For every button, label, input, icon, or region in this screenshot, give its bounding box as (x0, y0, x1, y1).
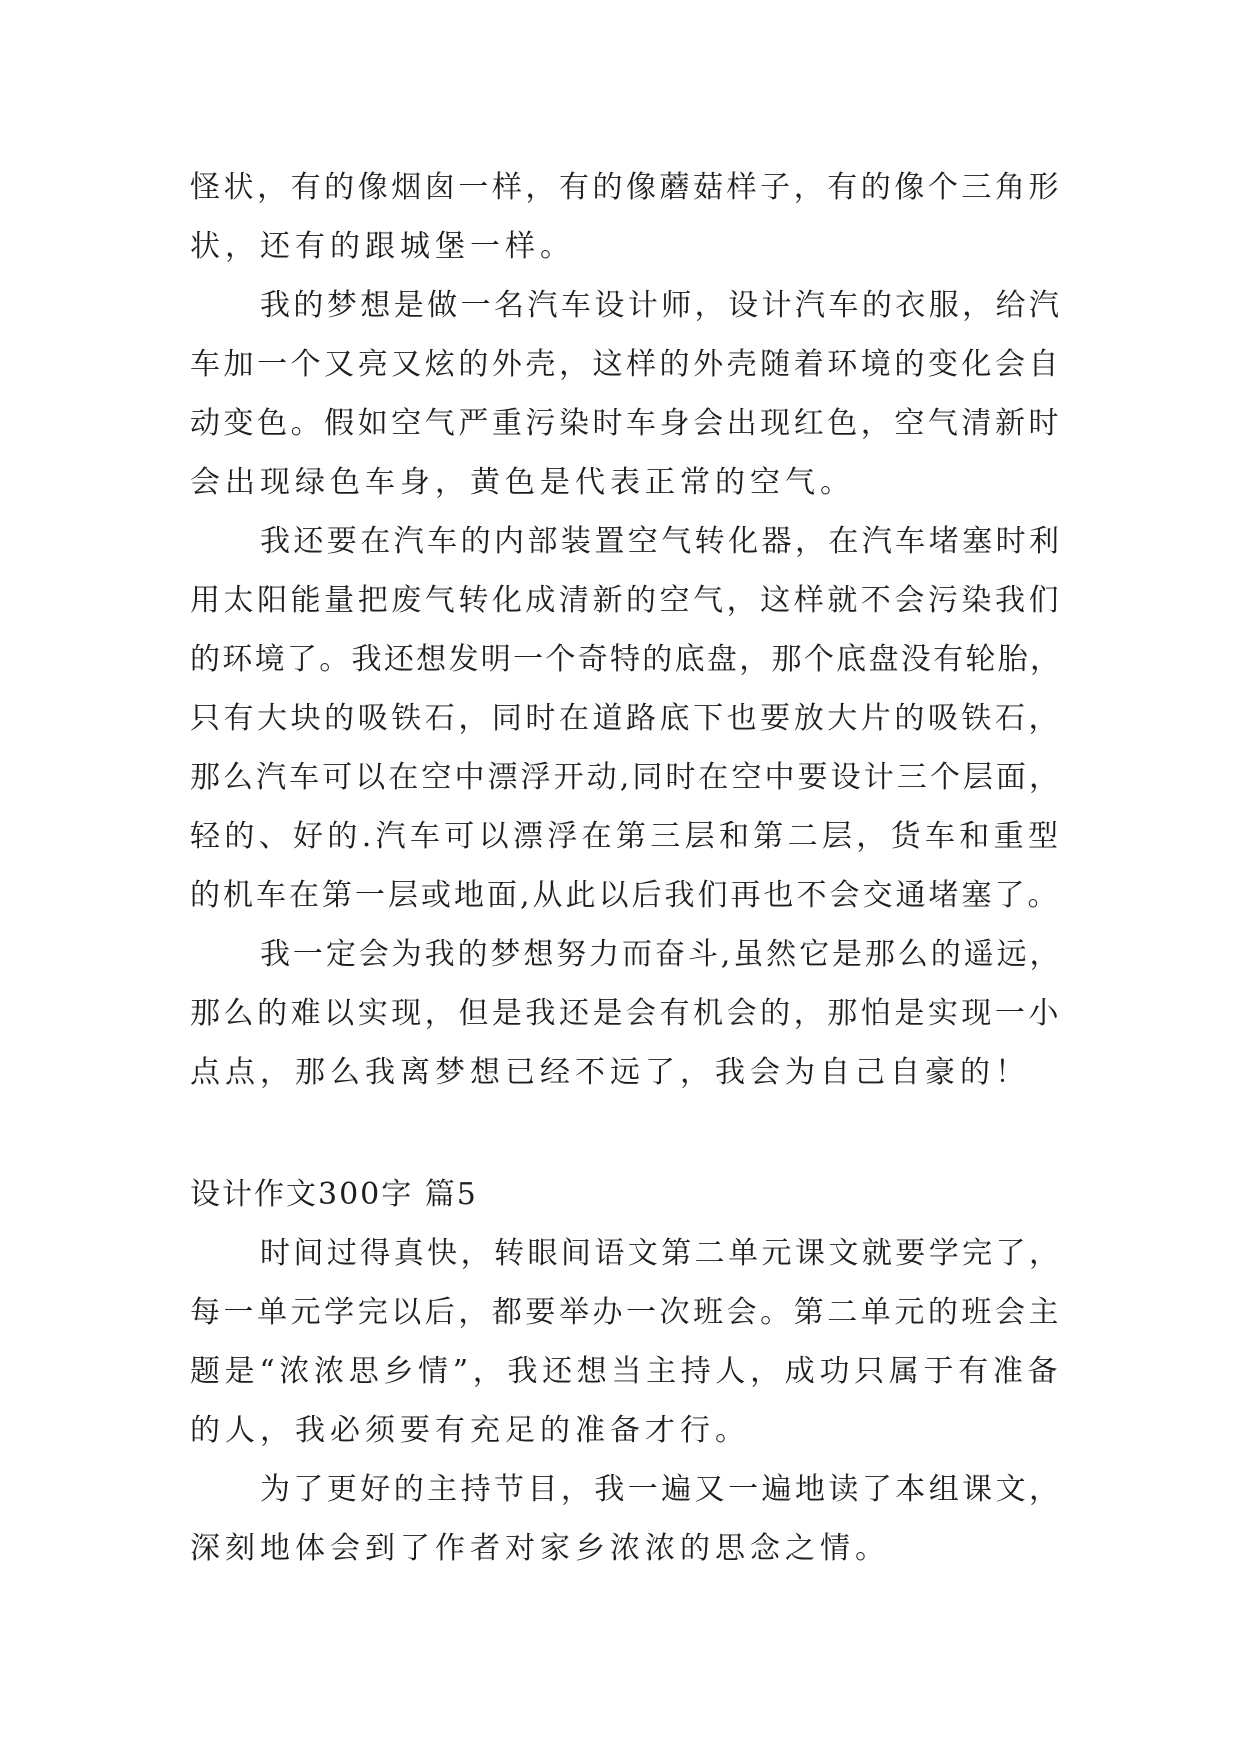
section-heading: 设计作文300字 篇5 (190, 1177, 478, 1212)
text-line: 会出现绿色车身，黄色是代表正常的空气。 (190, 465, 855, 500)
text-line: 深刻地体会到了作者对家乡浓浓的思念之情。 (190, 1531, 890, 1566)
text-line: 状，还有的跟城堡一样。 (190, 229, 575, 264)
text-line: 的机车在第一层或地面,从此以后我们再也不会交通堵塞了。 (190, 878, 1061, 913)
text-line: 动变色。假如空气严重污染时车身会出现红色，空气清新时 (190, 406, 1062, 441)
text-line: 每一单元学完以后，都要举办一次班会。第二单元的班会主 (190, 1295, 1062, 1330)
text-line: 时间过得真快，转眼间语文第二单元课文就要学完了， (260, 1236, 1062, 1271)
text-line: 轻的、好的.汽车可以漂浮在第三层和第二层，货车和重型 (190, 819, 1062, 854)
text-line: 点点，那么我离梦想已经不远了，我会为自己自豪的！ (190, 1055, 1030, 1090)
text-line: 的人，我必须要有充足的准备才行。 (190, 1413, 750, 1448)
text-line: 的环境了。我还想发明一个奇特的底盘，那个底盘没有轮胎， (190, 642, 1062, 677)
text-line: 为了更好的主持节目，我一遍又一遍地读了本组课文， (260, 1472, 1062, 1507)
text-line: 只有大块的吸铁石，同时在道路底下也要放大片的吸铁石， (190, 701, 1062, 736)
text-line: 我还要在汽车的内部装置空气转化器，在汽车堵塞时利 (260, 524, 1062, 559)
paragraph-1 (190, 158, 1062, 276)
paragraph-2 (190, 276, 1062, 512)
text-line: 那么的难以实现，但是我还是会有机会的，那怕是实现一小 (190, 996, 1062, 1031)
text-line: 车加一个又亮又炫的外壳，这样的外壳随着环境的变化会自 (190, 347, 1062, 382)
paragraph-6 (190, 1460, 1062, 1578)
paragraph-5 (190, 1224, 1062, 1460)
paragraph-4 (190, 925, 1062, 1102)
text-line: 我一定会为我的梦想努力而奋斗,虽然它是那么的遥远， (260, 937, 1062, 972)
text-line: 怪状，有的像烟囱一样，有的像蘑菇样子，有的像个三角形 (190, 170, 1062, 205)
text-line: 那么汽车可以在空中漂浮开动,同时在空中要设计三个层面， (190, 760, 1062, 795)
text-line: 用太阳能量把废气转化成清新的空气，这样就不会污染我们 (190, 583, 1062, 618)
text-line: 题是“浓浓思乡情”，我还想当主持人，成功只属于有准备 (190, 1354, 1062, 1389)
document-body (190, 158, 1062, 1578)
paragraph-3 (190, 512, 1062, 925)
text-line: 我的梦想是做一名汽车设计师，设计汽车的衣服，给汽 (260, 288, 1062, 323)
